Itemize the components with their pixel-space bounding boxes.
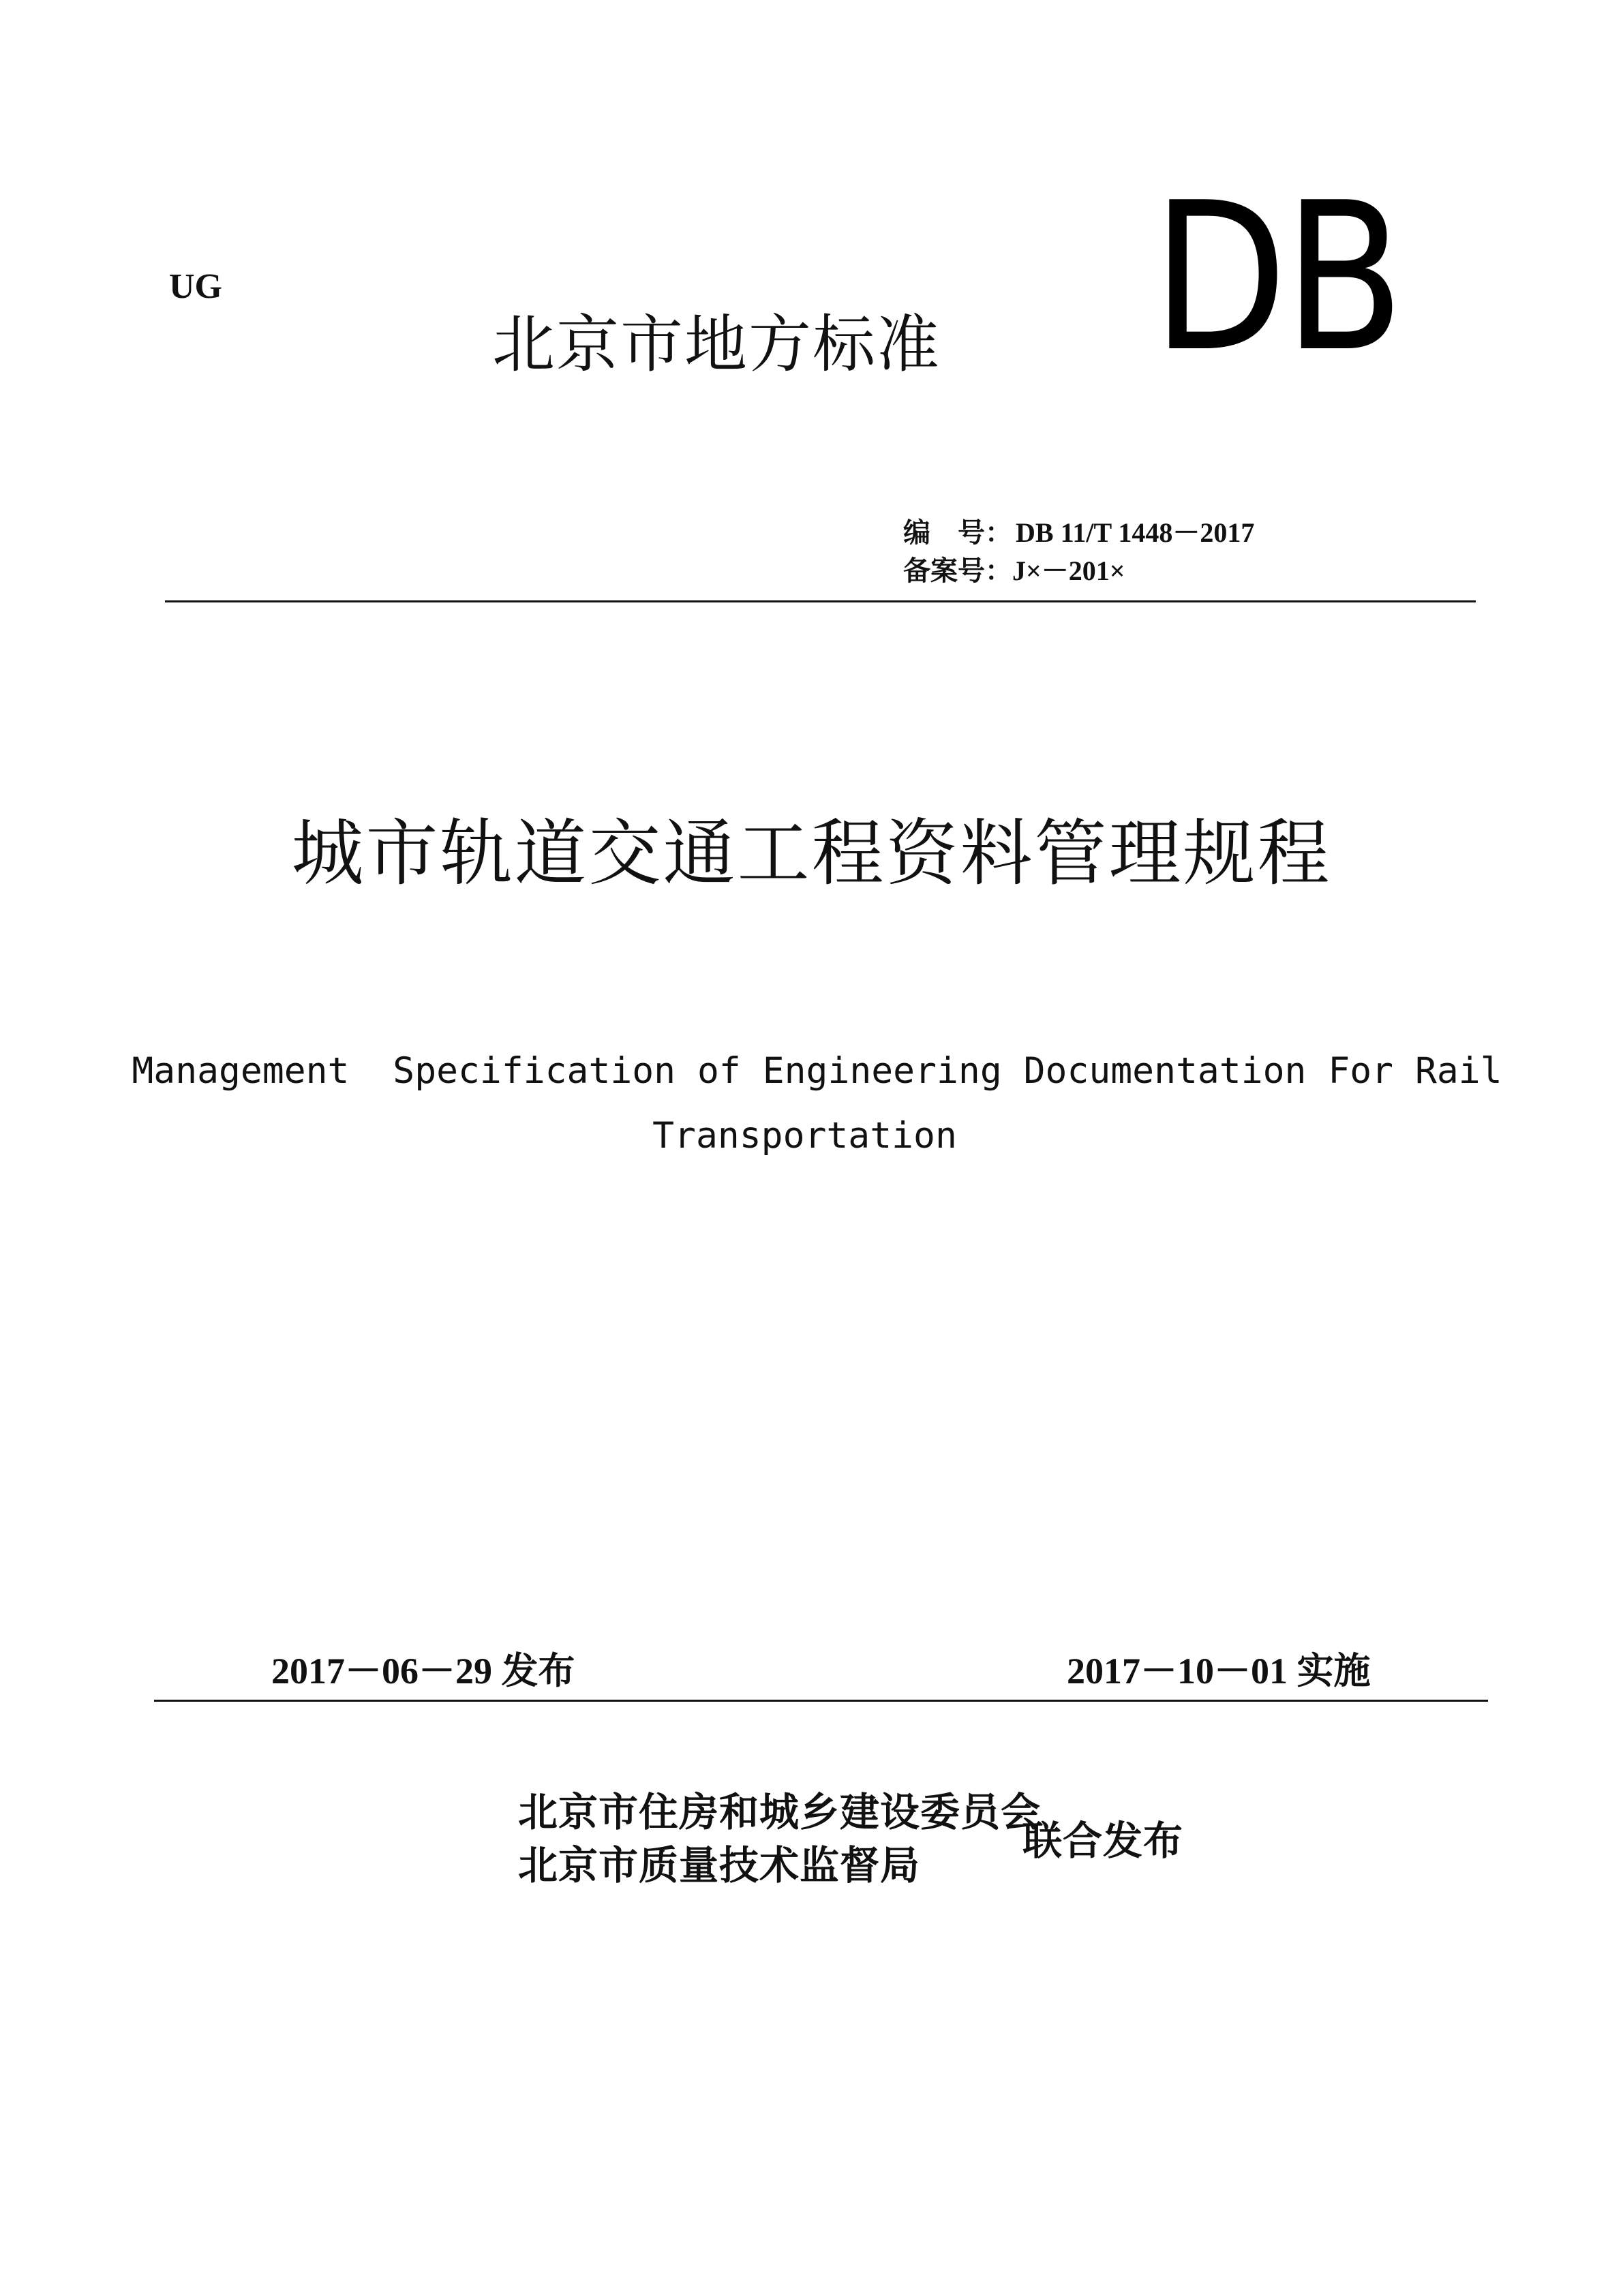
implement-date: 2017－10－01 实施 bbox=[1067, 1651, 1371, 1692]
english-title-line-2: Transportation bbox=[652, 1115, 957, 1157]
english-title-line-1: Management Specification of Engineering Documentation For Rail bbox=[132, 1050, 1502, 1092]
filing-number-line bbox=[903, 557, 1125, 585]
standard-number-line bbox=[903, 519, 1254, 547]
joint-publication-label: 联合发布 bbox=[1022, 1818, 1184, 1864]
standard-number-value: DB 11/T 1448－2017 bbox=[1016, 517, 1255, 548]
filing-number-label: 备案号： bbox=[903, 555, 1012, 586]
top-divider bbox=[165, 600, 1476, 602]
chinese-title: 城市轨道交通工程资料管理规程 bbox=[291, 812, 1332, 896]
publish-date: 2017－06－29 发布 bbox=[271, 1651, 575, 1692]
filing-number-value: J×－201× bbox=[1012, 555, 1125, 586]
standard-number-label: 编 号： bbox=[903, 517, 1012, 548]
standard-type-heading: 北京市地方标准 bbox=[492, 308, 941, 381]
bottom-divider bbox=[154, 1700, 1488, 1702]
issuer-housing-commission: 北京市住房和城乡建设委员会 bbox=[518, 1789, 1042, 1835]
db-standard-logo: DB bbox=[1152, 159, 1401, 397]
issuer-quality-bureau: 北京市质量技术监督局 bbox=[518, 1842, 921, 1888]
classification-code: UG bbox=[169, 267, 222, 306]
